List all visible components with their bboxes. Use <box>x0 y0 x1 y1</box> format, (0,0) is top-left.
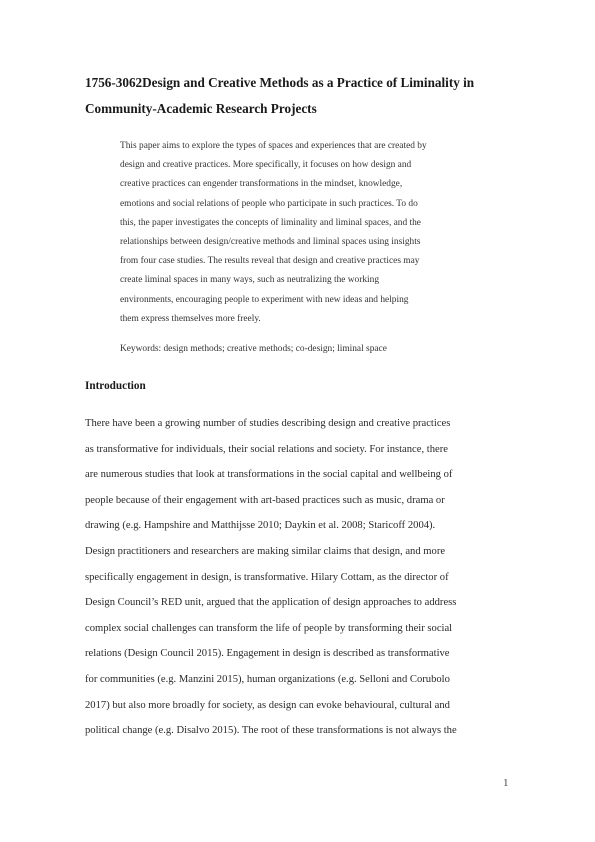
title-line-1: 1756-3062Design and Creative Methods as a Practice of Liminality in <box>85 75 475 90</box>
body-line: 2017) but also more broadly for society, as design can evoke behavioural, cultural and <box>85 699 450 711</box>
abstract-line: relationships between design/creative methods and liminal spaces using insights <box>120 237 421 248</box>
abstract <box>120 137 500 329</box>
body-line: as transformative for individuals, their social relations and society. For instance, there <box>85 443 448 455</box>
abstract-line: from four case studies. The results reveal that design and creative practices may <box>120 256 420 267</box>
abstract-line: them express themselves more freely. <box>120 313 261 324</box>
body-line: complex social challenges can transform the life of people by transforming their social <box>85 622 453 634</box>
body-line: people because of their engagement with art-based practices such as music, drama or <box>85 494 445 506</box>
introduction-body <box>85 411 515 744</box>
body-line: There have been a growing number of studies describing design and creative practices <box>85 418 451 429</box>
body-line: for communities (e.g. Manzini 2015), human organizations (e.g. Selloni and Corubolo <box>85 673 450 685</box>
body-line: specifically engagement in design, is transformative. Hilary Cottam, as the director of <box>85 571 449 583</box>
abstract-line: This paper aims to explore the types of spaces and experiences that are created by <box>120 141 427 151</box>
abstract-line: creative practices can engender transformations in the mindset, knowledge, <box>120 179 403 190</box>
abstract-line: this, the paper investigates the concepts of liminality and liminal spaces, and the <box>120 217 421 228</box>
body-line: relations (Design Council 2015). Engagement in design is described as transformative <box>85 648 450 660</box>
abstract-line: environments, encouraging people to experiment with new ideas and helping <box>120 294 409 305</box>
abstract-line: emotions and social relations of people who participate in such practices. To do <box>120 198 418 209</box>
body-line: drawing (e.g. Hampshire and Matthijsse 2010; Daykin et al. 2008; Staricoff 2004). <box>85 520 436 532</box>
body-line: political change (e.g. Disalvo 2015). The root of these transformations is not always the <box>85 725 457 737</box>
body-line: are numerous studies that look at transformations in the social capital and wellbeing of <box>85 469 453 481</box>
section-heading-introduction: Introduction <box>85 380 146 392</box>
paper-title <box>85 70 525 122</box>
abstract-line: design and creative practices. More specifically, it focuses on how design and <box>120 160 412 171</box>
abstract-line: create liminal spaces in many ways, such as neutralizing the working <box>120 275 380 286</box>
page-number: 1 <box>503 777 509 789</box>
keywords: Keywords: design methods; creative methods; co-design; liminal space <box>120 344 387 354</box>
body-line: Design Council’s RED unit, argued that the application of design approaches to address <box>85 597 457 609</box>
body-line: Design practitioners and researchers are making similar claims that design, and more <box>85 545 446 557</box>
title-line-2: Community-Academic Research Projects <box>85 101 317 116</box>
